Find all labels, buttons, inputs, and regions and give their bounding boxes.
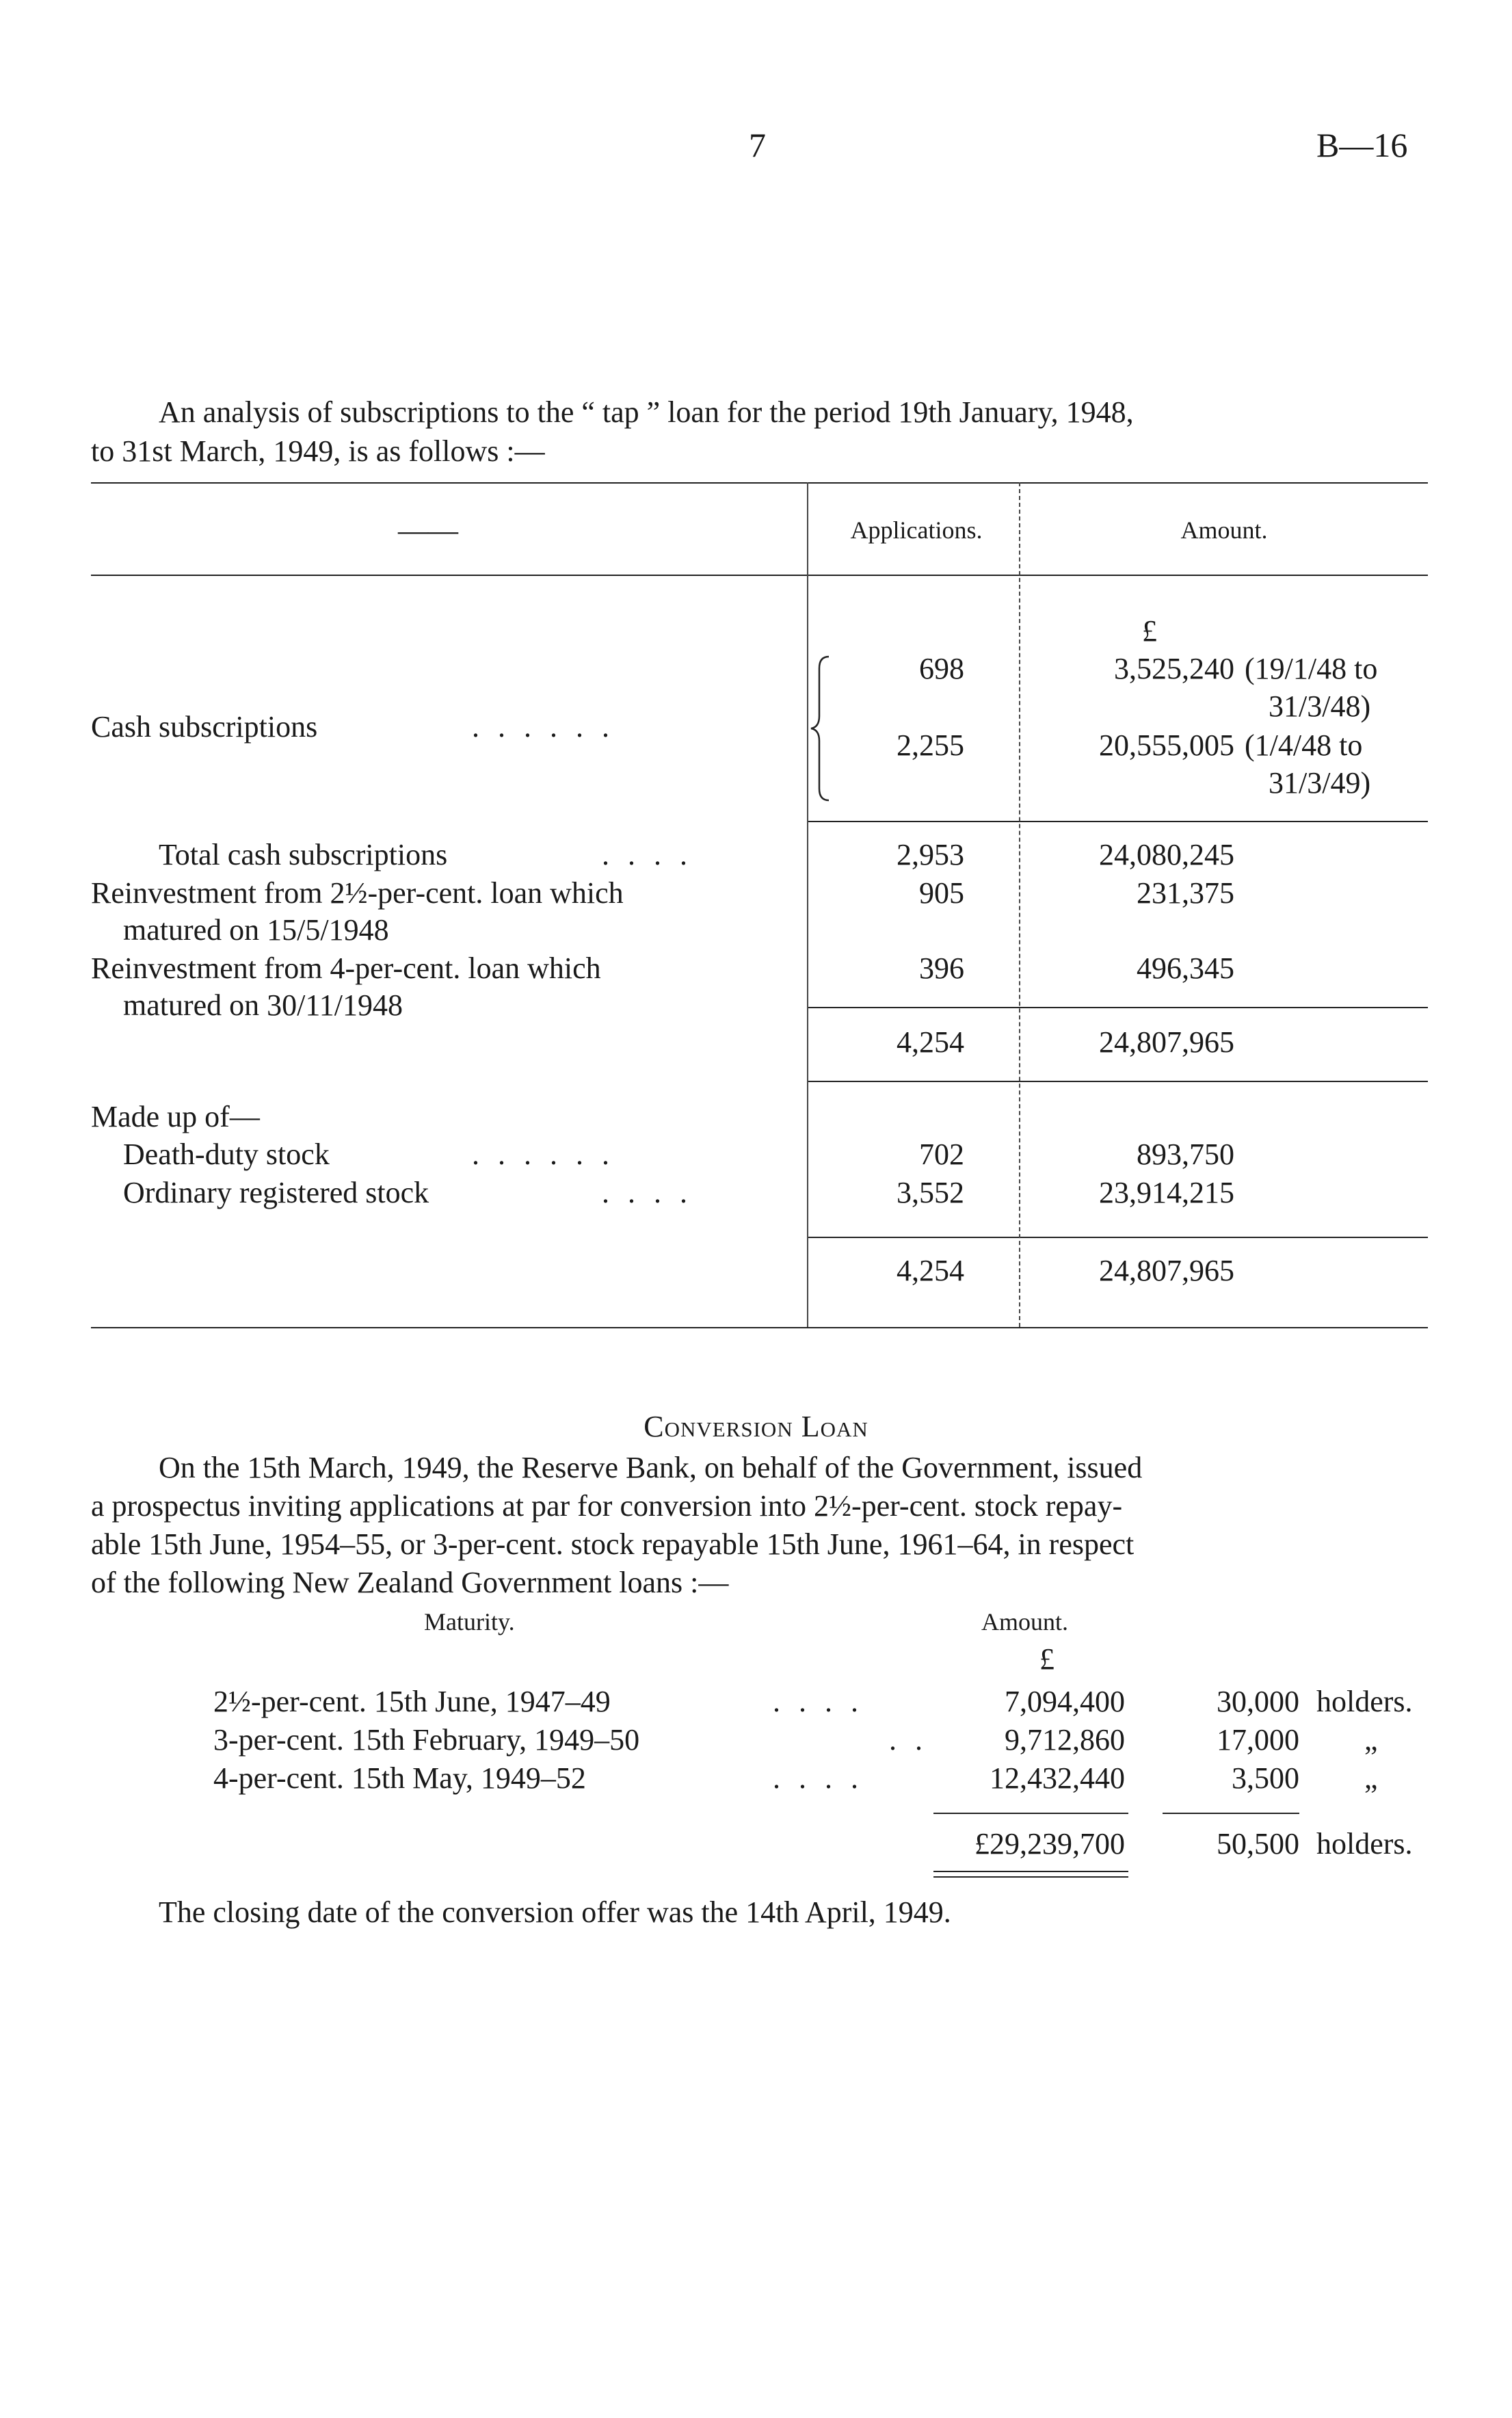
tap-intro-line2: to 31st March, 1949, is as follows :—	[91, 434, 545, 468]
cash-row2-amount: 20,555,005	[1099, 728, 1234, 762]
table-header-rule	[91, 575, 1428, 576]
conversion-para-line4: of the following New Zealand Government loans :—	[91, 1566, 729, 1599]
stub-header: ——	[398, 514, 458, 547]
conv-row3-suffix: „	[1364, 1761, 1378, 1795]
conv-row3-holders: 3,500	[1232, 1761, 1299, 1795]
conv-holders-total-top-rule	[1163, 1813, 1299, 1814]
conv-row2-maturity: 3-per-cent. 15th February, 1949–50	[213, 1723, 640, 1757]
page-number: 7	[749, 126, 766, 164]
reinvest2-amount: 496,345	[1137, 951, 1234, 985]
conversion-para-line1: On the 15th March, 1949, the Reserve Bank, on behalf of the Government, issued	[159, 1451, 1143, 1484]
cash-total-rule	[807, 821, 1428, 822]
conversion-title: Conversion Loan	[644, 1410, 868, 1443]
amount-header-conversion: Amount.	[981, 1608, 1069, 1635]
madeup-row2-applications: 3,552	[897, 1176, 964, 1209]
tap-intro-line1: An analysis of subscriptions to the “ tap ” loan for the period 19th January, 1948,	[159, 395, 1134, 429]
total-cash-amount: 24,080,245	[1099, 838, 1234, 871]
madeup-total-amount: 24,807,965	[1099, 1254, 1234, 1287]
reinvest2-applications: 396	[919, 951, 964, 985]
subtotal-top-rule	[807, 1007, 1428, 1008]
applications-header: Applications.	[850, 516, 983, 544]
conv-row1-holders: 30,000	[1217, 1685, 1299, 1718]
table-bottom-rule	[91, 1327, 1428, 1328]
madeup-heading: Made up of—	[91, 1100, 260, 1133]
conv-row2-amount: 9,712,860	[1005, 1723, 1125, 1757]
cash-leader: . . . . . .	[472, 710, 615, 744]
conv-total-holders: 50,500	[1217, 1827, 1299, 1861]
subtotal-applications: 4,254	[897, 1025, 964, 1059]
madeup-row1-label: Death-duty stock	[123, 1138, 330, 1171]
madeup-row1-applications: 702	[919, 1138, 964, 1171]
madeup-total-applications: 4,254	[897, 1254, 964, 1287]
table-top-rule	[91, 482, 1428, 484]
madeup-row1-leader: . . . . . .	[472, 1138, 615, 1171]
cash-row1-amount: 3,525,240	[1114, 652, 1234, 685]
subtotal-bottom-rule	[807, 1081, 1428, 1082]
report-code: B—16	[1316, 126, 1408, 164]
reinvest2-label-a: Reinvestment from 4-per-cent. loan which	[91, 951, 601, 985]
conv-row3-maturity: 4-per-cent. 15th May, 1949–52	[213, 1761, 586, 1795]
conversion-currency: £	[1039, 1642, 1055, 1676]
subtotal-amount: 24,807,965	[1099, 1025, 1234, 1059]
conv-row1-suffix: holders.	[1316, 1685, 1413, 1718]
column-divider-amount	[1019, 482, 1020, 1327]
conv-row3-amount: 12,432,440	[990, 1761, 1125, 1795]
currency-symbol: £	[1142, 614, 1157, 648]
conv-double-rule-b	[933, 1876, 1128, 1878]
cash-row2-period-b: 31/3/49)	[1269, 766, 1371, 800]
reinvest1-label-a: Reinvestment from 2½-per-cent. loan which	[91, 876, 624, 910]
amount-header: Amount.	[1180, 516, 1268, 544]
conv-double-rule-a	[933, 1871, 1128, 1872]
madeup-total-top-rule	[807, 1237, 1428, 1238]
cash-row2-applications: 2,255	[897, 728, 964, 762]
reinvest1-label-b: matured on 15/5/1948	[123, 913, 389, 947]
conversion-para-line3: able 15th June, 1954–55, or 3-per-cent. stock repayable 15th June, 1961–64, in respect	[91, 1527, 1135, 1561]
conv-total-suffix: holders.	[1316, 1827, 1413, 1861]
brace-icon	[808, 653, 836, 804]
total-cash-leader: . . . .	[602, 838, 693, 871]
madeup-row2-leader: . . . .	[602, 1176, 693, 1209]
cash-label: Cash subscriptions	[91, 710, 318, 744]
conv-row1-amount: 7,094,400	[1005, 1685, 1125, 1718]
conversion-para-line2: a prospectus inviting applications at par for conversion into 2½-per-cent. stock repay-	[91, 1489, 1123, 1523]
closing-note: The closing date of the conversion offer was the 14th April, 1949.	[159, 1895, 951, 1929]
maturity-header: Maturity.	[424, 1608, 515, 1635]
conv-row2-suffix: „	[1364, 1723, 1378, 1757]
conv-total-top-rule	[933, 1813, 1128, 1814]
conv-total-amount: £29,239,700	[974, 1827, 1125, 1861]
total-cash-applications: 2,953	[897, 838, 964, 871]
madeup-row1-amount: 893,750	[1137, 1138, 1234, 1171]
reinvest1-applications: 905	[919, 876, 964, 910]
madeup-row2-amount: 23,914,215	[1099, 1176, 1234, 1209]
cash-row2-period-a: (1/4/48 to	[1245, 728, 1363, 762]
conv-row2-leader: . .	[889, 1723, 928, 1757]
reinvest2-label-b: matured on 30/11/1948	[123, 988, 403, 1022]
conv-row2-holders: 17,000	[1217, 1723, 1299, 1757]
cash-row1-period-b: 31/3/48)	[1269, 689, 1371, 723]
column-divider-applications	[807, 482, 808, 1327]
reinvest1-amount: 231,375	[1137, 876, 1234, 910]
madeup-row2-label: Ordinary registered stock	[123, 1176, 429, 1209]
cash-row1-applications: 698	[919, 652, 964, 685]
conv-row3-leader: . . . .	[773, 1761, 864, 1795]
conv-row1-leader: . . . .	[773, 1685, 864, 1718]
cash-row1-period-a: (19/1/48 to	[1245, 652, 1378, 685]
conv-row1-maturity: 2½-per-cent. 15th June, 1947–49	[213, 1685, 611, 1718]
total-cash-label: Total cash subscriptions	[159, 838, 448, 871]
